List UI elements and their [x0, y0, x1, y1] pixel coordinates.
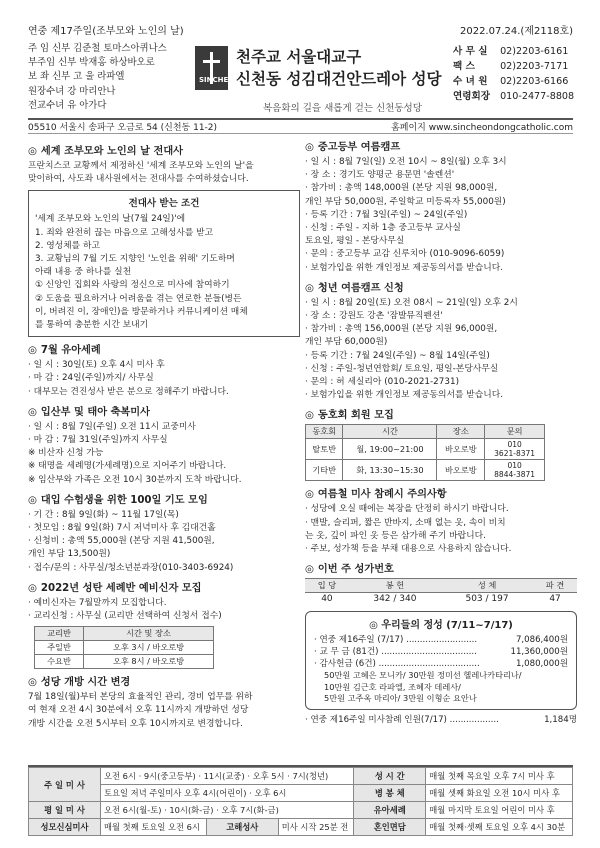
bullet-icon: ◎: [369, 620, 378, 632]
section-title: 2022년 성탄 세례반 예비신자 모집: [40, 582, 202, 594]
issue-line: [28, 22, 573, 37]
week-title: 연중 제17주일(조부모와 노인의 날): [28, 26, 184, 37]
table-row: 기타반 화, 13:30~15:30 바오로방 010 8844-3871: [306, 460, 545, 481]
parish-name: 천주교 서울대교구 신천동 성김대건안드레아 성당: [236, 47, 442, 88]
clergy-item: 전교수녀 유 아가다: [28, 99, 107, 111]
section-title: 청년 여름캠프 신청: [317, 282, 404, 294]
bullet-icon: ◎: [305, 410, 314, 422]
clubs-table: 동호회 시간 장소 문의 탈토반 월, 19:00~21:00 바오로방 010 3621-8371 기타반 화, 13:30~15:30 바오로방 010 8844-3871: [305, 424, 545, 481]
bullet-icon: ◎: [305, 142, 314, 153]
table-row: 수요반 오후 8시 / 바오로방: [35, 655, 214, 669]
clergy-item: 보 좌 신부 고 울 라파엘: [28, 71, 125, 83]
bulletin-header: [0, 0, 600, 125]
section-title: 7월 유아세례: [40, 345, 101, 357]
offering-row: · 교 무 금 (81건) ................................... 11,360,000원: [314, 647, 568, 658]
section-hymns: [305, 560, 577, 605]
bullet-icon: ◎: [28, 582, 37, 594]
homepage-link[interactable]: 홈페이지 www.sincheondongcatholic.com: [391, 123, 573, 133]
section-young-adult-camp: ◎ 청년 여름캠프 신청 · 일 시 : 8월 20일(토) 오전 08시 ~ 21일(일) 오후 2시 · 장 소 : 강원도 강촌 '잠발뮤직펜션' · 참가비 : 총액 156,000원 (본당 지원 96,000원, 개인 부담 60,000원) · 등록 기간 : 7월 24일(주일) ~ 8월 14일(주일) · 신청 : 주일-청년연합회/ 토요일, 평일-본당사무실 · 문의 : 허 세실리아 (010-2021-2731) · 보험가입을 위한 개인정보 제공동의서를 받습니다.: [305, 282, 518, 401]
section-title: 성당 개방 시간 변경: [40, 677, 131, 689]
section-title: 세계 조부모와 노인의 날 전대사: [40, 146, 184, 157]
phone-item: 팩 스 02)2203-7171: [453, 61, 569, 72]
section-clubs: [305, 406, 577, 481]
section-infant-baptism: ◎ 7월 유아세례 · 일 시 : 30일(토) 오후 4시 미사 후 · 마 감 : 24일(주일)까지/ 사무실 · 대부모는 견진성사 받은 분으로 정해주기 바랍니다.: [28, 345, 229, 397]
offering-row: · 연중 제16주일 (7/17) .......................... 7,086,400원: [314, 635, 568, 646]
section-title: 동호회 회원 모집: [317, 410, 394, 422]
clergy-item: 원장수녀 강 마리안나: [28, 85, 116, 97]
section-exam-prayer: ◎ 대입 수험생을 위한 100일 기도 모임 · 기 간 : 8월 9일(화) ~ 11월 17일(목) · 첫모임 : 8월 9일(화) 7시 저녁미사 후 김대건홀 · 신청비 : 총액 55,000원 (본당 지원 41,500원, 개인 부담 13,500원) · 접수/문의 : 사무실/청소년분과장(010-3403-6924): [28, 494, 234, 573]
issue-date: 2022.07.24.(제2118호): [459, 26, 573, 37]
table-row: 토요일 저녁 주일미사 오후 4시(어린이) · 오후 6시 병 봉 체 매월 셋째 화요일 오전 10시 미사 후: [29, 785, 573, 802]
address-bar: [28, 118, 573, 134]
table-row: 평 일 미 사 오전 6시(월-토) · 10시(화-금) · 오후 7시(화-금) 유아세례 매월 마지막 토요일 어린이 미사 후: [29, 802, 573, 819]
bullet-icon: ◎: [28, 494, 37, 506]
section-title: 중고등부 여름캠프: [317, 142, 401, 153]
section-title: 여름철 미사 참례시 주의사항: [317, 489, 447, 501]
section-title: 대입 수험생을 위한 100일 기도 모임: [40, 494, 208, 506]
bullet-icon: ◎: [28, 345, 37, 357]
indulgence-conditions-box: 전대사 받는 조건 '세계 조부모와 노인의 날(7월 24일)'에 1. 죄와 완전히 끊는 마음으로 고해성사를 받고 2. 영성체를 하고 3. 교황님의 7월 기도 지향인 '노인을 위해' 기도하며 아래 내용 중 하나를 실천 ① 신앙인 집회와 사랑의 정신으로 미사에 참여하기 ② 도움을 필요하거나 어려움을 겪는 연로한 분들(병든 이, 버려진 이, 장애인)을 방문하거나 커뮤니케이션 매체 를 통하여 충분한 시간 보내기: [28, 190, 300, 337]
section-title: 이번 주 성가번호: [317, 564, 394, 576]
clergy-item: 부주임 신부 박재홍 하상바오로: [28, 57, 155, 69]
table-row: 40 342 / 340 503 / 197 47: [321, 594, 561, 605]
bullet-icon: ◎: [28, 146, 37, 157]
attendance-row: · 연중 제16주일 미사참례 인원(7/17) .................. 1,184명: [305, 714, 577, 725]
bullet-icon: ◎: [28, 677, 37, 689]
bullet-icon: ◎: [305, 564, 314, 576]
phone-item: 사 무 실 02)2203-6161: [453, 46, 569, 57]
phone-item: 연령회장 010-2477-8808: [453, 91, 575, 102]
phone-item: 수 녀 원 02)2203-6166: [453, 76, 569, 87]
offering-row: · 감사헌금 (6건) ..................................... 1,080,000원: [314, 659, 568, 670]
section-catechumen: ◎ 2022년 성탄 세례반 예비신자 모집 · 예비신자는 7월말까지 모집합니다. · 교리신청 : 사무실 (교리반 선택하여 신청서 접수) 교리반 시간 및 장소 주일반 오후 3시 / 바오로방 수요반 오후 8시 / 바오로방: [28, 579, 300, 669]
bullet-icon: ◎: [305, 489, 314, 501]
section-title: 입산부 및 태아 축복미사: [40, 406, 150, 418]
table-row: 주 일 미 사 오전 6시 · 9시(중고등부) · 11시(교중) · 오후 5시 · 7시(청년) 성 시 간 매월 첫째 목요일 오후 7시 미사 후: [29, 768, 573, 785]
right-column: [305, 138, 577, 726]
bullet-icon: ◎: [28, 406, 37, 418]
parish-logo-icon: SINCHEON: [195, 46, 228, 90]
table-row: 성모신심미사 매월 첫째 토요일 오전 6시 고해성사 미사 시작 25분 전 혼인면담 매월 첫째·셋째 토요일 오후 4시 30분: [29, 819, 573, 836]
bullet-icon: ◎: [305, 282, 314, 294]
table-row: 탈토반 월, 19:00~21:00 바오로방 010 3621-8371: [306, 439, 545, 460]
section-indulgence: ◎ 세계 조부모와 노인의 날 전대사 프란치스코 교황께서 제정하신 '세계 조부모와 노인의 날'을 맞이하여, 사도좌 내사원에서는 전대사를 수여하셨습니다. 전대사 받는 조건 '세계 조부모와 노인의 날(7월 24일)'에 1. 죄와 완전히 끊는 마음으로 고해성사를 받고 2. 영성체를 하고 3. 교황님의 7월 기도 지향인 '노인을 위해' 기도하며 아래 내용 중 하나를 실천 ① 신앙인 집회와 사랑의 정신으로 미사에 참여하기 ② 도움을 필요하거나 어려움을 겪는 연로한 분들(병든 이, 버려진 이, 장애인)을 방문하거나 커뮤니케이션 매체 를 통하여 충분한 시간 보내기: [28, 142, 300, 337]
section-opening-hours: ◎ 성당 개방 시간 변경 7월 18일(월)부터 본당의 효율적인 관리, 경비 업무를 위하 여 현재 오전 4시 30분에서 오후 11시까지 개방하던 성당 개방 시간을 오전 5시부터 오후 10시까지로 변경합니다.: [28, 677, 253, 729]
clergy-item: 주 임 신부 김준철 토마스아퀴나스: [28, 43, 167, 54]
clergy-list: [28, 42, 188, 113]
address: 05510 서울시 송파구 오금로 54 (신천동 11-2): [28, 123, 218, 133]
contact-phones: [453, 44, 578, 104]
table-row: 주일반 오후 3시 / 바오로방: [35, 641, 214, 655]
section-summer-notice: ◎ 여름철 미사 참례시 주의사항 · 성당에 오실 때에는 복장을 단정히 하시기 바랍니다. · 맨발, 슬리퍼, 짧은 반바지, 소매 없는 옷, 속이 비치 는 옷, 깊이 파인 옷 등은 삼가해 주기 바랍니다. · 주보, 성가책 등을 부채 대용으로 사용하지 않습니다.: [305, 489, 512, 555]
left-column: [28, 138, 300, 735]
hymn-table: 입 당 봉 헌 성 체 파 견 40 342 / 340 503 / 197 47: [305, 578, 577, 605]
parish-motto: 복음화의 길을 새롭게 걷는 신천동성당: [263, 103, 422, 114]
catechism-table: 교리반 시간 및 장소 주일반 오후 3시 / 바오로방 수요반 오후 8시 / 바오로방: [34, 626, 214, 669]
section-blessing-mass: ◎ 입산부 및 태아 축복미사 · 일 시 : 8월 7일(주일) 오전 11시 교중미사 · 마 감 : 7월 31일(주일)까지 사무실 ※ 비산자 신청 가능 ※ 태명을 세례명(가세례명)으로 지어주기 바랍니다. ※ 임산부와 가족은 오전 10시 30분까지 도착 바랍니다.: [28, 406, 242, 485]
offering-box: ◎ 우리들의 정성 (7/11~7/17) · 연중 제16주일 (7/17) .......................... 7,086,400원 · 교 무 금 (81건) ................................... 11,360,000원 · 감사헌금 (6건) ..................................... 1,080,000원 50만원 고혜은 모니카/ 30만원 정미선 헬레나카타리나/ 10만원 김근호 라파엘, 조혜자 데레사/ 5만원 고주옥 마리아/ 3만원 이형순 요안나: [305, 611, 577, 710]
mass-schedule: [28, 765, 573, 836]
section-youth-camp: ◎ 중고등부 여름캠프 · 일 시 : 8월 7일(일) 오전 10시 ~ 8일(월) 오후 3시 · 장 소 : 경기도 양평군 용문면 '솔렌션' · 참가비 : 총액 148,000원 (본당 지원 98,000원, 개인 부담 50,000원, 주일학교 미등록자 55,000원) · 등록 기간 : 7월 3일(주일) ~ 24일(주일) · 신청 : 주일 - 지하 1층 중고등부 교사실 토요일, 평일 - 본당사무실 · 문의 : 중고등부 교감 신루치아 (010-9096-6059) · 보험가입을 위한 개인정보 제공동의서를 받습니다.: [305, 142, 507, 273]
